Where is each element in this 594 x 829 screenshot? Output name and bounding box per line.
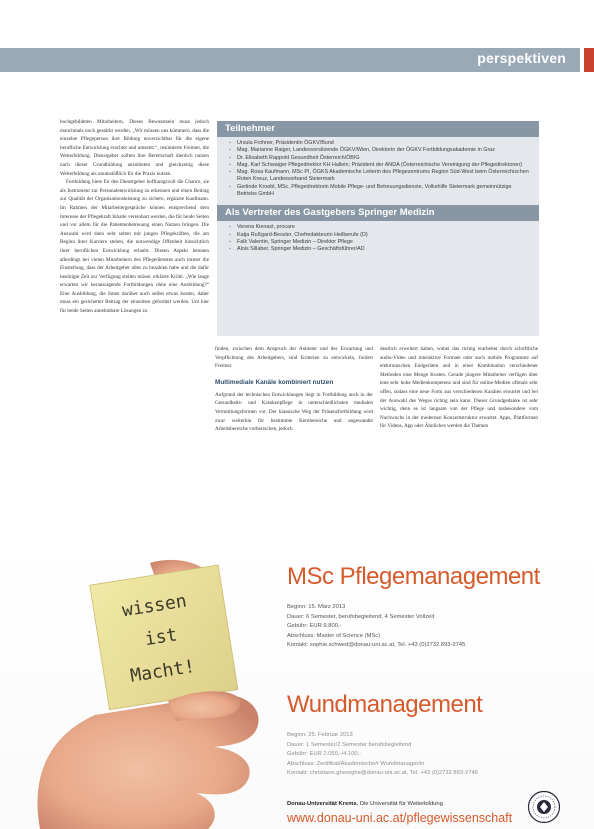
hosts-heading: Als Vertreter des Gastgebers Springer Medizin: [217, 205, 539, 221]
host-item: ▪ Verena Kienast, procare: [229, 224, 531, 231]
program-title: Wundmanagement: [287, 691, 483, 718]
program-detail-line: Beginn: 25. Februar 2013: [287, 732, 353, 738]
host-item: ▪ Alois Sillaber, Springer Medizin – Geschäftsführer/AD: [229, 246, 531, 253]
host-item: ▪ Katja Rußgard-Bessler, Chefredakteurin Heilberufe (D): [229, 232, 531, 239]
program-title: MSc Pflegemanagement: [287, 563, 540, 590]
participants-heading: Teilnehmer: [217, 121, 539, 137]
university-url-link[interactable]: www.donau-uni.ac.at/pflegewissenschaft: [287, 811, 513, 825]
article-column-1: [60, 118, 209, 518]
program-detail-line: Gebühr: EUR 9.800,-: [287, 623, 342, 630]
section-tab-marker: [584, 48, 594, 72]
university-line: [287, 801, 443, 807]
note-line: Macht!: [128, 655, 197, 687]
program-detail-line: Beginn: 15. März 2013: [287, 604, 346, 610]
hosts-list: [217, 221, 539, 256]
program-detail-line: Kontakt: sophie.schwed@donau-uni.ac.at, Tel. +43 (0)2732 893-2745: [287, 642, 466, 649]
article-subheading: Multimediale Kanäle kombiniert nutzen: [215, 378, 334, 386]
hand-holding-note-illustration: [0, 545, 280, 829]
participant-item: ▪ Ursula Frohner, Präsidentin ÖGKV/Bund: [229, 140, 531, 147]
program-details: [287, 603, 587, 651]
university-seal-icon: [527, 790, 561, 824]
participant-item: ▪ Gerlinde Kroebl, MSc, Pflegedirektorin Mobile Pflege- und Betreuungsdienste, Volkshilfe Steiermark gemeinnützige Betriebs GmbH: [229, 184, 531, 199]
note-line: wissen: [120, 590, 189, 622]
university-name: Donau-Universität Krems.: [287, 801, 359, 807]
article-paragraph: deutlich erweitert haben, wobei das richtig erarbeitet durch schriftliche audio-Video und interaktive Formate oder auch mobile Programme auf elektronischen Endgeräten und in einer Kombination verschiedener Methoden eine Menge Kosten. Gerade jüngere Mitarbeiter verfügen über eine sehr hohe Medienkompetenz und sind für online-Medien oftmals sehr offen, sodass eine neue Form aus verschiedenen Kanälen erwartet und bei der Auswahl des Weges richtig sein kann. Dieser Grundgedanke ist sehr wichtig, denn es ist langsam von der Pflege und insbesondere vom Nachwuchs in der modernen Konzernstruktur erwartet. Apps, Plattformen für Videos, App oder Ähnliches werden die Themen: [380, 346, 538, 430]
program-detail-line: Dauer: 1 Semester/2 Semester berufsbegleitend: [287, 741, 412, 748]
note-line: ist: [143, 624, 179, 651]
article-column-3: [380, 345, 538, 520]
participant-item: ▪ Dr. Elisabeth Rappold Gesundheit Österreich/ÖBIG: [229, 155, 531, 162]
university-slogan: Die Universität für Weiterbildung: [359, 801, 443, 807]
program-detail-line: Abschluss: Zertifikat/Akademische/r Wundmanager/in: [287, 760, 425, 767]
article-paragraph: hochgebildeten Mitarbeitern. Dieses Bewusstsein muss jedoch manchmals noch gestärkt werden. „Wir müssen uns kümmern, dass die einzelne Pflegeperson ihre Bildung unverzichtbar für die eigene berufliche Entwicklung erachtet und umsetzt.“, resümierte Freitner, die Weiterbildung. Dienstgeber sollten ihre Bereitschaft dienlich nutzen nach dieser Grundbildung anzubieten und gleichzeitig diese Weiterbildung als unumstößlich für die Praxis nutzen.: [60, 119, 209, 177]
article-paragraph: Fortbildung biete für den Dienstgeber hoffnungsvoll die Chance, sie als Instrument zur Personalentwicklung zu erkennen und einen Beitrag zur Qualität der Organisationsleistung zu sichern, ergänzte Kaufmann. Im Rahmen der Mitarbeitergespräche können entsprechend dem Interesse der Pflegekraft Inhalte vereinbart werden, die für beide Seiten und vor allem für die Patientenbetreuung einen Nutzen bringen. Die Auswahl wird dann sehr selten mit jungen Pflegekräften, die am Beginn ihrer Karriere stehen, die notwendige Offenheit hinsichtlich ihrer beruflichen Entwicklung erlaubt. Diesen Aspekt betonen allerdings bei vielen Mitarbeitern des Pflegedienstes auch immer die Einstellung, dass der Arbeitgeber alles zu bezahlen habe und die dafür benötigte Zeit zur Verfügung stellen müsse, erklärte Kröbl. „Wie lange erwarten wir herausragende Fortbildungen ohne eine Ausbildung?“ Eine Ausbildung, die ihnen darüber auch selbst etwas kosten, daher muss ein gesicherter Beitrag der einzelnen gefordert werden. Um hier für beide Seiten annehmbare Lösungen zu: [60, 179, 209, 315]
participant-item: ▪ Mag. Marianne Raiger, Landesvorsitzende ÖGKV/Wien, Direktorin der ÖGKV Fortbildungsakademie in Graz: [229, 147, 531, 154]
host-item: ▪ Falk Valentin, Springer Medizin – Direktor Pflege: [229, 239, 531, 246]
section-header-band: [0, 48, 580, 72]
article-paragraph: finden, zwischen dem Anspruch der Anbieter und der Erwartung und Verpflichtung des Arbeitgebers, sind Kriterien zu entwickeln, fordert Freitner.: [215, 346, 373, 370]
program-detail-line: Abschluss: Master of Science (MSc): [287, 632, 381, 639]
article-column-2: [215, 345, 373, 520]
sticky-note: [90, 565, 238, 710]
advertisement: [0, 545, 594, 829]
program-details: [287, 731, 587, 779]
participants-list: [217, 137, 539, 201]
program-detail-line: Gebühr: EUR 2.050,-/4.100,-: [287, 751, 362, 758]
participant-item: ▪ Mag. Karl Schwaiger Pflegedirektor KH Hallein; Präsident der ANDA (Österreichische Vereinigung der Pflegedirektoren): [229, 162, 531, 169]
participants-box: [217, 121, 539, 336]
program-detail-line: Kontakt: christiane.gheorghe@donau-uni.ac.at, Tel. +43 (0)2732 893-2746: [287, 770, 478, 777]
program-detail-line: Dauer: 6 Semester, berufsbegleitend, 4 Semester Vollzeit: [287, 613, 435, 620]
article-paragraph: Aufgrund der technischen Entwicklungen liegt in Fortbildung auch in der Gesundheits- und Krankenpflege in unterschiedlichsten medialen Vermittlungsformen vor. Der klassische Weg der Präsenzfortbildung wird zwar weiterhin für bestimmte Kernbereiche und angewandte Arbeitsbereiche vorherrschen, jedoch: [215, 391, 373, 433]
section-title: perspektiven: [477, 50, 566, 66]
participant-item: ▪ Mag. Rosa Kaufmann, MSc PI, ÖGKS Akademische Leiterin des Pflegezentrums Region Süd-West beim Österreichischen Roten Kreuz, Landesverband Steiermark: [229, 169, 531, 184]
